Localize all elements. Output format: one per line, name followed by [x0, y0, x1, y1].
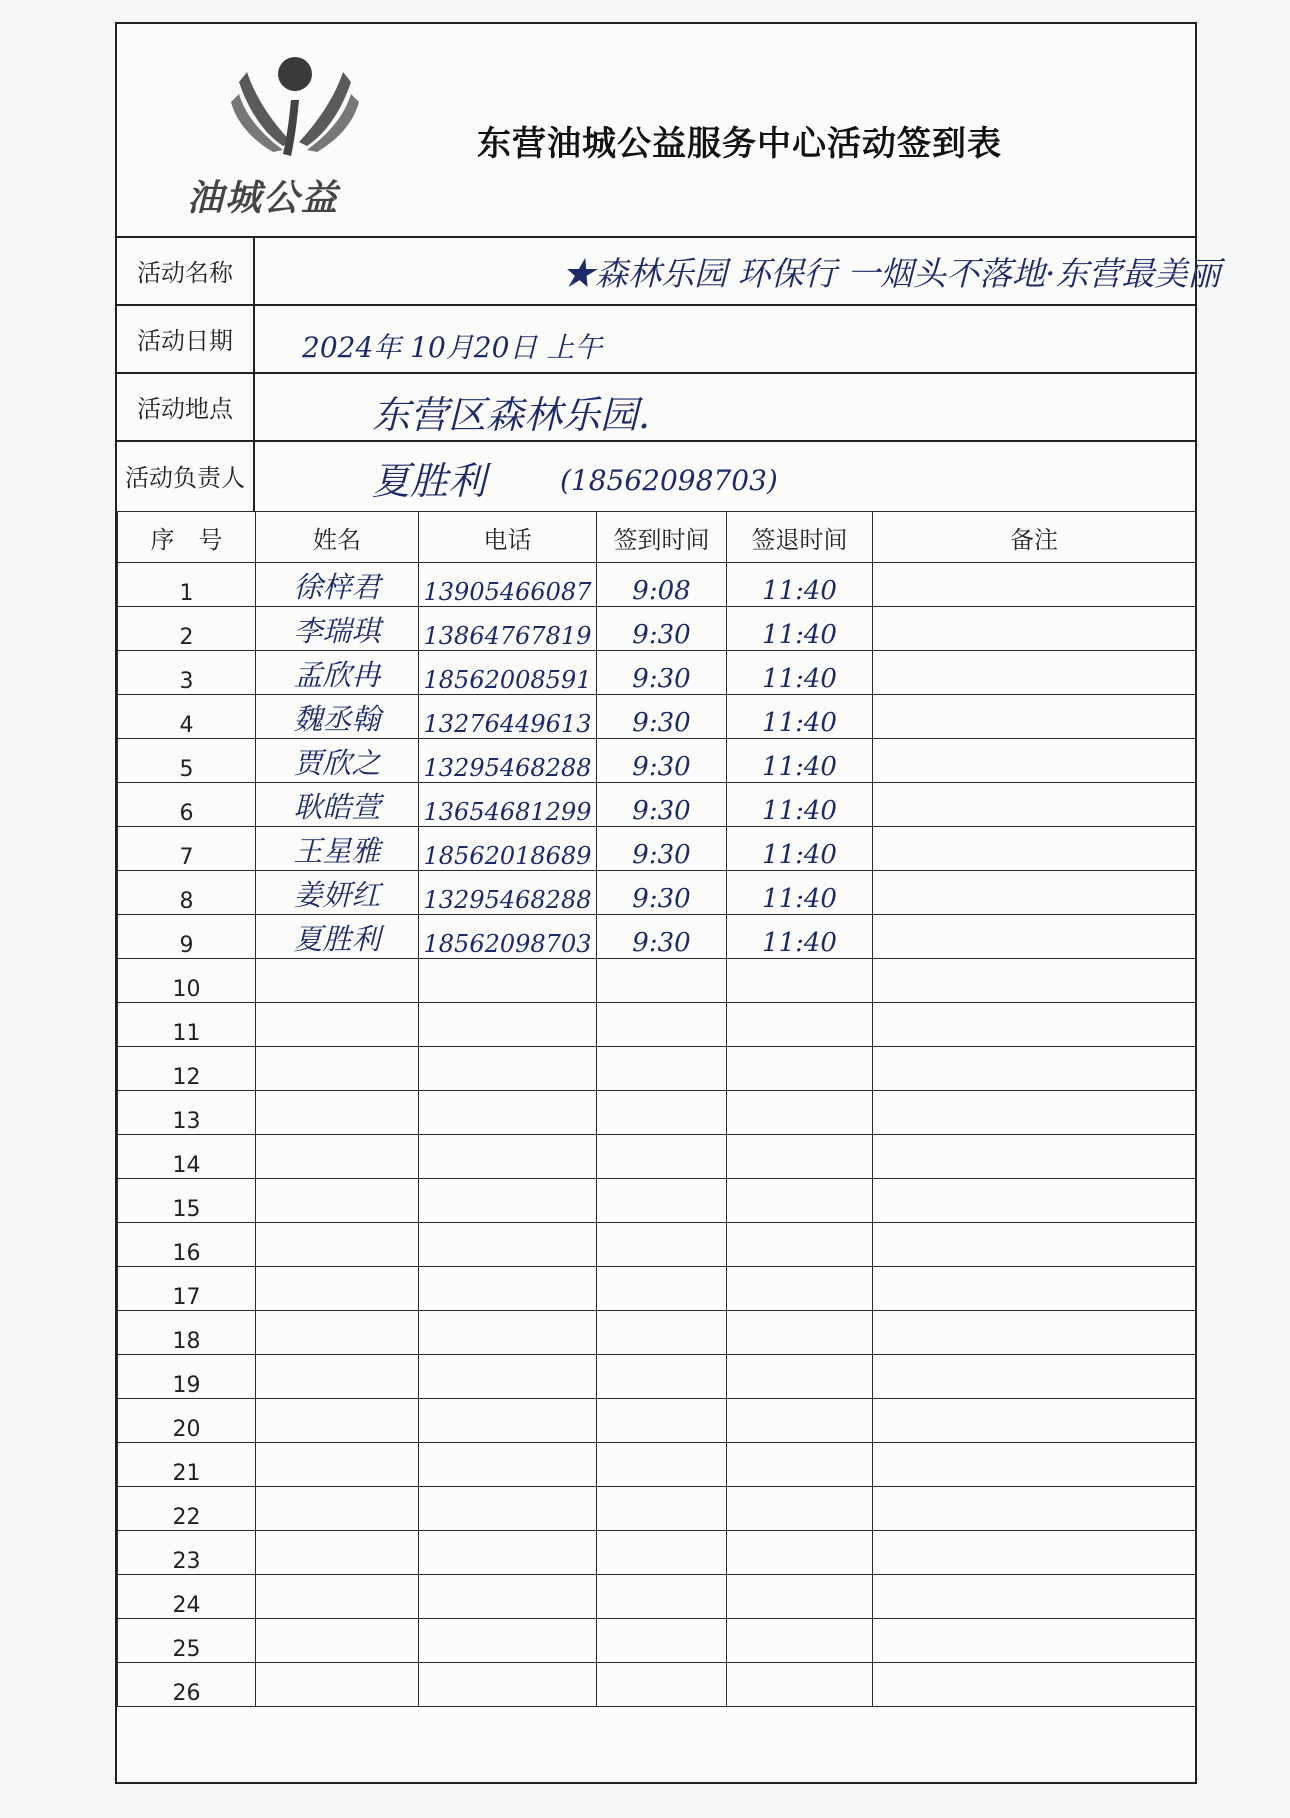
- row-remarks: [873, 1047, 1196, 1091]
- row-name: [256, 1047, 419, 1091]
- row-sign-in-time: [597, 1531, 727, 1575]
- row-seq: 15: [118, 1179, 256, 1223]
- row-sign-in-time: 9:30: [597, 915, 727, 959]
- row-seq: 10: [118, 959, 256, 1003]
- row-sign-in-time: [597, 1575, 727, 1619]
- row-remarks: [873, 651, 1196, 695]
- row-seq: 11: [118, 1003, 256, 1047]
- row-name: 孟欣冉: [256, 651, 419, 695]
- row-sign-in-time: 9:08: [597, 563, 727, 607]
- row-phone: [419, 1047, 597, 1091]
- row-phone: [419, 1443, 597, 1487]
- column-header-sign-in-time: 签到时间: [597, 512, 727, 563]
- table-row: [118, 1575, 1196, 1619]
- table-row: [118, 1531, 1196, 1575]
- table-row: [118, 1267, 1196, 1311]
- row-sign-in-time: 9:30: [597, 739, 727, 783]
- row-remarks: [873, 1619, 1196, 1663]
- table-row: [118, 651, 1196, 695]
- table-row: [118, 1047, 1196, 1091]
- row-phone: 13295468288: [419, 739, 597, 783]
- row-sign-in-time: [597, 1047, 727, 1091]
- row-sign-in-time: 9:30: [597, 783, 727, 827]
- row-phone: 13654681299: [419, 783, 597, 827]
- row-sign-out-time: 11:40: [727, 695, 873, 739]
- row-sign-in-time: [597, 1443, 727, 1487]
- row-phone: [419, 959, 597, 1003]
- row-seq: 6: [118, 783, 256, 827]
- row-sign-in-time: 9:30: [597, 695, 727, 739]
- row-phone: 13905466087: [419, 563, 597, 607]
- row-name: [256, 1575, 419, 1619]
- activity-name-label: 活动名称: [117, 236, 255, 304]
- activity-date-row: [117, 304, 1195, 374]
- row-remarks: [873, 695, 1196, 739]
- row-phone: 13864767819: [419, 607, 597, 651]
- row-remarks: [873, 1575, 1196, 1619]
- row-seq: 9: [118, 915, 256, 959]
- row-name: [256, 1003, 419, 1047]
- row-phone: [419, 1267, 597, 1311]
- row-phone: [419, 1091, 597, 1135]
- activity-leader-label: 活动负责人: [117, 440, 255, 511]
- row-name: 夏胜利: [256, 915, 419, 959]
- row-name: 耿皓萱: [256, 783, 419, 827]
- table-row: [118, 915, 1196, 959]
- row-sign-out-time: [727, 1223, 873, 1267]
- row-name: 魏丞翰: [256, 695, 419, 739]
- row-remarks: [873, 1091, 1196, 1135]
- row-remarks: [873, 1399, 1196, 1443]
- row-phone: 18562008591: [419, 651, 597, 695]
- row-sign-out-time: [727, 1443, 873, 1487]
- sign-in-table: [117, 511, 1196, 1707]
- row-phone: [419, 1487, 597, 1531]
- column-header-remarks: 备注: [873, 512, 1196, 563]
- row-seq: 17: [118, 1267, 256, 1311]
- row-sign-out-time: [727, 1047, 873, 1091]
- table-row: [118, 607, 1196, 651]
- row-phone: [419, 1311, 597, 1355]
- table-row: [118, 1311, 1196, 1355]
- row-phone: [419, 1003, 597, 1047]
- row-seq: 19: [118, 1355, 256, 1399]
- row-name: 王星雅: [256, 827, 419, 871]
- activity-place-row: [117, 372, 1195, 442]
- row-name: [256, 1399, 419, 1443]
- table-row: [118, 695, 1196, 739]
- row-seq: 21: [118, 1443, 256, 1487]
- row-remarks: [873, 1531, 1196, 1575]
- row-phone: [419, 1531, 597, 1575]
- row-sign-out-time: 11:40: [727, 783, 873, 827]
- row-seq: 2: [118, 607, 256, 651]
- activity-leader-name: 夏胜利: [372, 459, 487, 503]
- table-row: [118, 1091, 1196, 1135]
- row-sign-out-time: [727, 1619, 873, 1663]
- table-row: [118, 1003, 1196, 1047]
- row-remarks: [873, 827, 1196, 871]
- table-row: [118, 739, 1196, 783]
- row-seq: 5: [118, 739, 256, 783]
- column-header-name: 姓名: [256, 512, 419, 563]
- row-sign-out-time: [727, 1399, 873, 1443]
- row-seq: 12: [118, 1047, 256, 1091]
- logo-text: 油城公益: [187, 177, 340, 219]
- row-sign-out-time: 11:40: [727, 871, 873, 915]
- row-sign-out-time: [727, 1575, 873, 1619]
- table-header-row: [118, 512, 1196, 563]
- row-phone: [419, 1223, 597, 1267]
- column-header-phone: 电话: [419, 512, 597, 563]
- activity-place-value: 东营区森林乐园.: [372, 393, 651, 437]
- row-sign-out-time: [727, 1487, 873, 1531]
- row-sign-in-time: [597, 1091, 727, 1135]
- table-row: [118, 827, 1196, 871]
- row-remarks: [873, 1003, 1196, 1047]
- row-sign-in-time: 9:30: [597, 607, 727, 651]
- row-sign-in-time: [597, 1003, 727, 1047]
- table-row: [118, 1443, 1196, 1487]
- row-name: [256, 1619, 419, 1663]
- logo-emblem-icon: [187, 42, 397, 167]
- table-row: [118, 1663, 1196, 1707]
- row-seq: 23: [118, 1531, 256, 1575]
- row-remarks: [873, 607, 1196, 651]
- row-sign-out-time: [727, 1311, 873, 1355]
- row-sign-out-time: 11:40: [727, 563, 873, 607]
- row-sign-in-time: 9:30: [597, 827, 727, 871]
- table-row: [118, 1135, 1196, 1179]
- row-sign-in-time: [597, 1399, 727, 1443]
- row-sign-out-time: 11:40: [727, 739, 873, 783]
- row-sign-out-time: [727, 1179, 873, 1223]
- row-seq: 4: [118, 695, 256, 739]
- table-row: [118, 1619, 1196, 1663]
- row-sign-out-time: 11:40: [727, 651, 873, 695]
- activity-place-label: 活动地点: [117, 372, 255, 440]
- row-sign-in-time: [597, 1355, 727, 1399]
- row-sign-out-time: [727, 1267, 873, 1311]
- row-name: 徐梓君: [256, 563, 419, 607]
- row-remarks: [873, 1663, 1196, 1707]
- row-remarks: [873, 1311, 1196, 1355]
- row-sign-out-time: [727, 959, 873, 1003]
- row-phone: [419, 1399, 597, 1443]
- row-remarks: [873, 1267, 1196, 1311]
- table-row: [118, 871, 1196, 915]
- activity-date-label: 活动日期: [117, 304, 255, 372]
- row-sign-in-time: [597, 1663, 727, 1707]
- page-title: 东营油城公益服务中心活动签到表: [477, 124, 1002, 164]
- row-name: 李瑞琪: [256, 607, 419, 651]
- row-sign-in-time: [597, 959, 727, 1003]
- row-name: [256, 1135, 419, 1179]
- row-sign-in-time: [597, 1267, 727, 1311]
- row-phone: 13295468288: [419, 871, 597, 915]
- row-remarks: [873, 1179, 1196, 1223]
- row-name: [256, 1487, 419, 1531]
- row-sign-out-time: [727, 1091, 873, 1135]
- row-name: [256, 1311, 419, 1355]
- row-remarks: [873, 1223, 1196, 1267]
- row-remarks: [873, 1443, 1196, 1487]
- row-seq: 8: [118, 871, 256, 915]
- row-sign-out-time: [727, 1135, 873, 1179]
- row-seq: 24: [118, 1575, 256, 1619]
- row-phone: [419, 1135, 597, 1179]
- row-sign-in-time: [597, 1311, 727, 1355]
- table-row: [118, 959, 1196, 1003]
- row-phone: [419, 1355, 597, 1399]
- activity-leader-phone: (18562098703): [560, 464, 778, 497]
- row-seq: 18: [118, 1311, 256, 1355]
- row-seq: 22: [118, 1487, 256, 1531]
- row-seq: 3: [118, 651, 256, 695]
- row-phone: 18562098703: [419, 915, 597, 959]
- activity-leader-row: [117, 440, 1195, 511]
- row-seq: 20: [118, 1399, 256, 1443]
- row-phone: [419, 1663, 597, 1707]
- row-sign-in-time: [597, 1135, 727, 1179]
- row-name: [256, 959, 419, 1003]
- row-seq: 14: [118, 1135, 256, 1179]
- row-sign-in-time: [597, 1179, 727, 1223]
- row-sign-in-time: [597, 1619, 727, 1663]
- row-sign-out-time: 11:40: [727, 915, 873, 959]
- row-sign-in-time: 9:30: [597, 871, 727, 915]
- sign-in-sheet: [115, 22, 1221, 1784]
- row-sign-out-time: [727, 1531, 873, 1575]
- row-name: 姜妍红: [256, 871, 419, 915]
- row-seq: 1: [118, 563, 256, 607]
- row-remarks: [873, 1355, 1196, 1399]
- row-seq: 26: [118, 1663, 256, 1707]
- row-phone: [419, 1179, 597, 1223]
- row-name: [256, 1091, 419, 1135]
- row-sign-out-time: 11:40: [727, 607, 873, 651]
- table-row: [118, 783, 1196, 827]
- row-sign-in-time: [597, 1487, 727, 1531]
- column-header-sign-out-time: 签退时间: [727, 512, 873, 563]
- row-name: [256, 1443, 419, 1487]
- row-name: 贾欣之: [256, 739, 419, 783]
- row-sign-out-time: [727, 1003, 873, 1047]
- row-name: [256, 1223, 419, 1267]
- table-row: [118, 1355, 1196, 1399]
- row-remarks: [873, 915, 1196, 959]
- row-remarks: [873, 563, 1196, 607]
- table-row: [118, 1487, 1196, 1531]
- row-sign-out-time: [727, 1355, 873, 1399]
- row-name: [256, 1663, 419, 1707]
- table-row: [118, 1179, 1196, 1223]
- row-sign-out-time: 11:40: [727, 827, 873, 871]
- row-seq: 16: [118, 1223, 256, 1267]
- row-phone: [419, 1619, 597, 1663]
- row-remarks: [873, 739, 1196, 783]
- row-seq: 7: [118, 827, 256, 871]
- row-remarks: [873, 783, 1196, 827]
- table-row: [118, 1223, 1196, 1267]
- row-phone: 18562018689: [419, 827, 597, 871]
- column-header-seq: 序 号: [118, 512, 256, 563]
- row-name: [256, 1355, 419, 1399]
- activity-name-row: [117, 236, 1221, 306]
- table-row: [118, 1399, 1196, 1443]
- logo: [187, 42, 397, 219]
- row-remarks: [873, 1487, 1196, 1531]
- row-remarks: [873, 1135, 1196, 1179]
- row-name: [256, 1531, 419, 1575]
- row-phone: [419, 1575, 597, 1619]
- activity-name-value: ★森林乐园 环保行 一烟头不落地·东营最美丽: [562, 254, 1221, 293]
- row-sign-out-time: [727, 1663, 873, 1707]
- row-name: [256, 1267, 419, 1311]
- row-seq: 13: [118, 1091, 256, 1135]
- row-seq: 25: [118, 1619, 256, 1663]
- row-remarks: [873, 871, 1196, 915]
- row-sign-in-time: 9:30: [597, 651, 727, 695]
- row-sign-in-time: [597, 1223, 727, 1267]
- sheet-header: [117, 24, 1195, 238]
- row-name: [256, 1179, 419, 1223]
- row-phone: 13276449613: [419, 695, 597, 739]
- row-remarks: [873, 959, 1196, 1003]
- activity-date-value: 2024年 10月20日 上午: [302, 331, 603, 364]
- table-row: [118, 563, 1196, 607]
